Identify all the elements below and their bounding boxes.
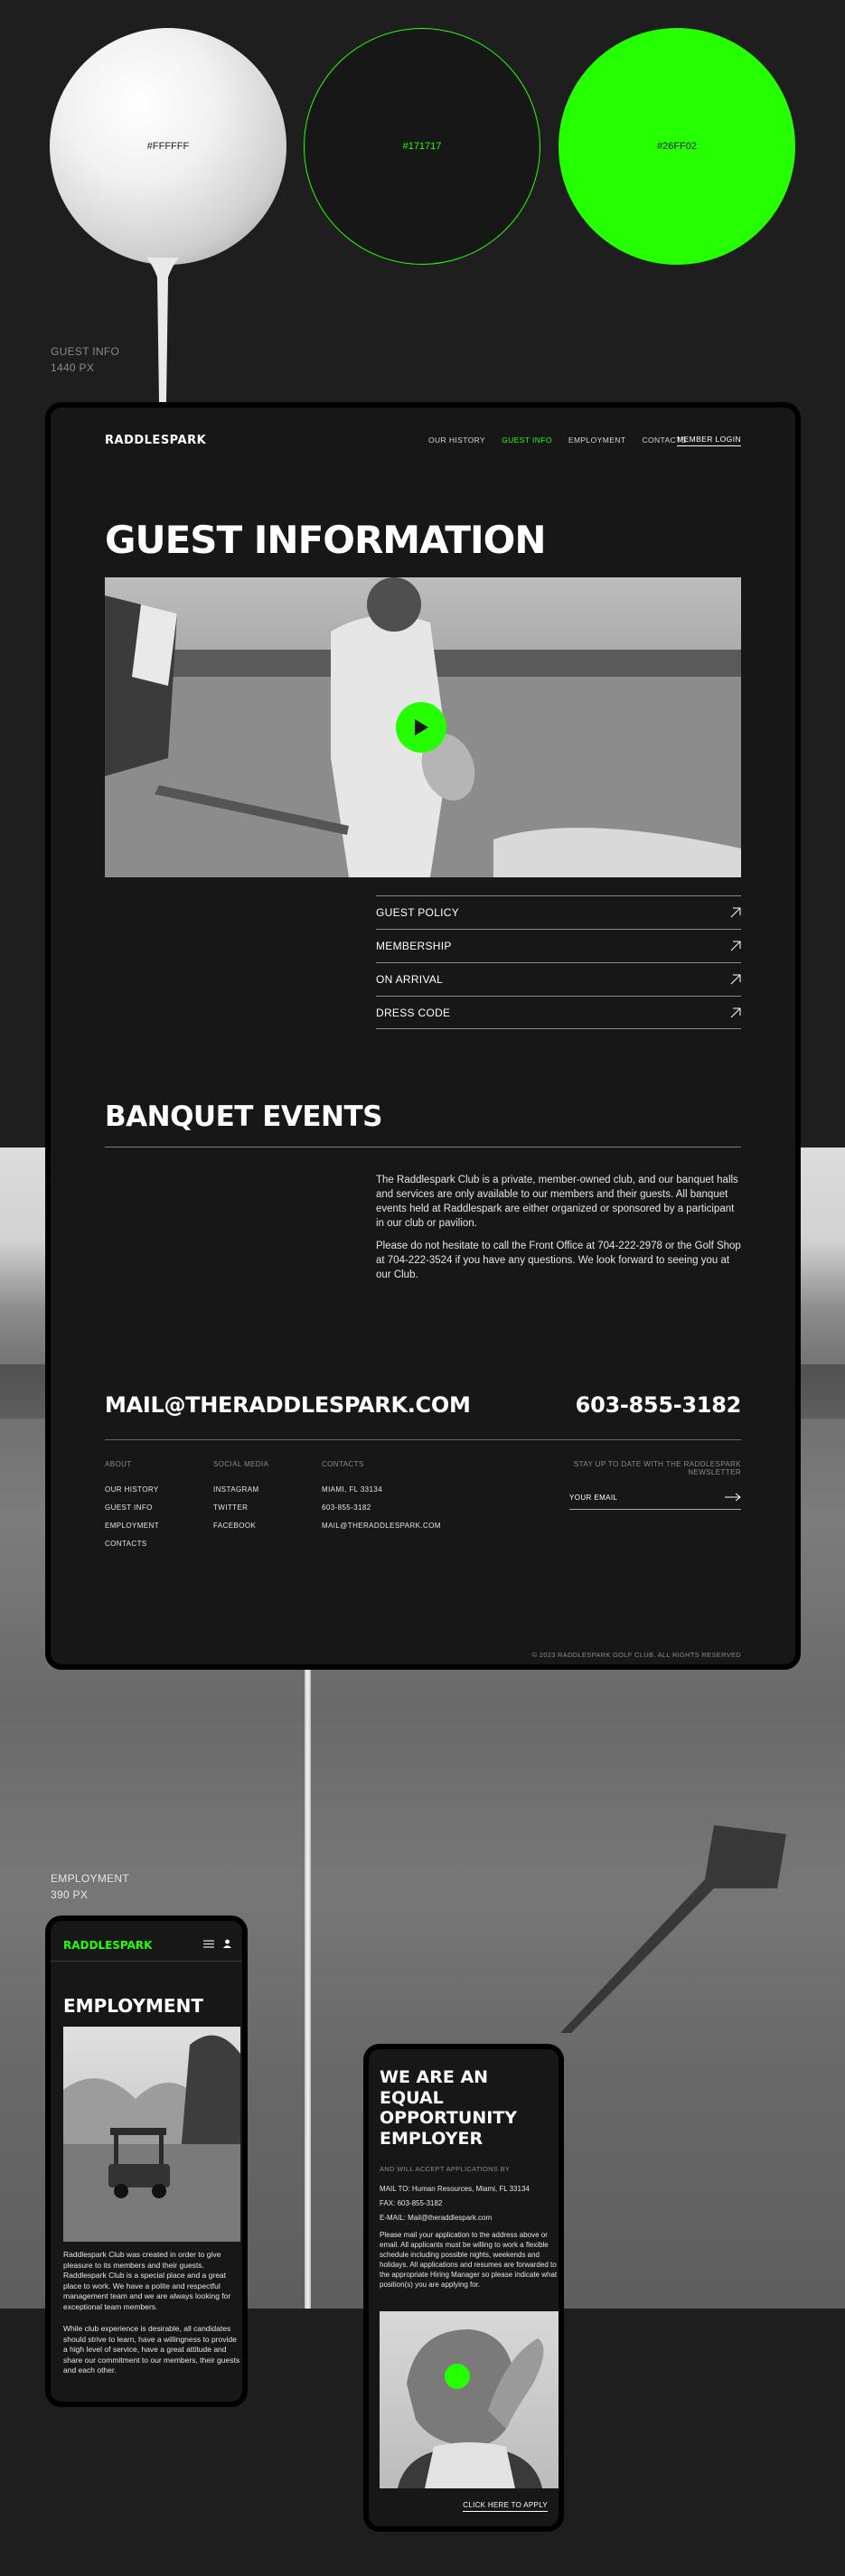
- footer-link-our-history[interactable]: OUR HISTORY: [105, 1485, 159, 1494]
- footer-email[interactable]: MAIL@THERADDLESPARK.COM: [322, 1522, 441, 1530]
- nav-our-history[interactable]: OUR HISTORY: [428, 436, 486, 445]
- mail-to-line: MAIL TO: Human Resources, Miami, FL 33134: [380, 2185, 530, 2193]
- email-line[interactable]: E-MAIL: Mail@theraddlespark.com: [380, 2214, 493, 2222]
- desktop-guest-info-page: [45, 402, 801, 1670]
- swatch-label-green: #26FF02: [656, 141, 698, 152]
- swatch-green: [559, 28, 795, 265]
- mobile-opportunity-page: [363, 2044, 564, 2532]
- employment-label-line2: 390 PX: [51, 1888, 89, 1901]
- footer-link-instagram[interactable]: INSTAGRAM: [213, 1485, 259, 1494]
- logo[interactable]: RADDLESPARK: [105, 433, 207, 447]
- flag-pole: [305, 1653, 311, 2309]
- accordion-dress-code[interactable]: [376, 996, 741, 1029]
- accordion-on-arrival[interactable]: [376, 962, 741, 996]
- email-placeholder: YOUR EMAIL: [569, 1493, 618, 1502]
- newsletter: [535, 1460, 741, 1510]
- footer-social: [213, 1460, 268, 1540]
- swatch-dark: [304, 28, 540, 265]
- guest-label-line1: GUEST INFO: [51, 345, 120, 358]
- play-button[interactable]: [396, 702, 446, 753]
- employment-paragraph-2: While club experience is desirable, all candidates should strive to learn, have a willingness to provide a high level of service, have a great attitude and share our commitment to our members, their guests and each other.: [63, 2324, 240, 2375]
- guest-accordion: [376, 895, 741, 1029]
- person-illustration: [380, 2311, 559, 2488]
- right-arrow-icon[interactable]: [725, 1493, 741, 1502]
- employment-size-label: [51, 1870, 129, 1903]
- golf-cart-photo: [63, 2027, 240, 2242]
- mobile-header-divider: [51, 1961, 242, 1962]
- footer-about: [105, 1460, 159, 1558]
- mobile-header-icons: [203, 1939, 231, 1948]
- banquet-paragraph-1: The Raddlespark Club is a private, member-owned club, and our banquet halls and services are only available to our members and their guests. All banquet events held at Raddlespark are either organized or sponsored by a participant in our club or pavilion.: [376, 1175, 738, 1229]
- golf-cart-illustration: [63, 2027, 240, 2242]
- diagonal-arrow-icon: [730, 974, 741, 985]
- footer-link-employment[interactable]: EMPLOYMENT: [105, 1522, 160, 1530]
- member-login-link[interactable]: MEMBER LOGIN: [677, 435, 741, 446]
- apply-link[interactable]: CLICK HERE TO APPLY: [463, 2501, 548, 2512]
- newsletter-email-input[interactable]: [569, 1493, 741, 1510]
- swatch-label-white: #FFFFFF: [146, 141, 190, 152]
- swatch-label-dark: #171717: [402, 141, 442, 152]
- email-big-link[interactable]: MAIL@THERADDLESPARK.COM: [105, 1392, 471, 1418]
- diagonal-arrow-icon: [730, 907, 741, 918]
- footer-address: MIAMI, FL 33134: [322, 1485, 383, 1494]
- fax-line: FAX: 603-855-3182: [380, 2199, 443, 2207]
- employment-paragraph-1: Raddlespark Club was created in order to give pleasure to its members and their guests. Raddlespark Club is a special place and a great place to work. We have a polite and respectful management team and we are always looking for exceptional team members.: [63, 2250, 231, 2311]
- guest-label-line2: 1440 PX: [51, 361, 95, 374]
- accordion-label: MEMBERSHIP: [376, 940, 452, 952]
- video-player[interactable]: [105, 577, 741, 877]
- footer-contacts-head: CONTACTS: [322, 1460, 364, 1468]
- newsletter-head: STAY UP TO DATE WITH THE RADDLESPARK NEWSLETTER: [573, 1460, 741, 1476]
- accordion-label: DRESS CODE: [376, 1006, 451, 1019]
- application-instructions: Please mail your application to the address above or email. All applicants must be willing to work a flexible schedule including possible nights, weekends and holidays. All applications and resumes are forwarded to the appropriate Hiring Manager so please indicate what position(s) you are applying for.: [380, 2231, 558, 2289]
- banquet-paragraph-2: Please do not hesitate to call the Front Office at 704-222-2978 or the Golf Shop at 704-222-3524 if you have any questions. We look forward to seeing you at our Club.: [376, 1241, 741, 1280]
- footer-social-head: SOCIAL MEDIA: [213, 1460, 269, 1468]
- diagonal-arrow-icon: [730, 941, 741, 951]
- opportunity-title: WE ARE AN EQUAL OPPORTUNITY EMPLOYER: [380, 2067, 518, 2149]
- footer-link-twitter[interactable]: TWITTER: [213, 1503, 249, 1512]
- nav-guest-info[interactable]: GUEST INFO: [502, 436, 552, 445]
- person-with-golf-ball-photo: [380, 2311, 559, 2488]
- play-icon: [413, 718, 429, 736]
- banquet-title: BANQUET EVENTS: [105, 1101, 382, 1133]
- hamburger-icon[interactable]: [203, 1940, 214, 1948]
- accordion-label: GUEST POLICY: [376, 906, 460, 919]
- copyright: © 2023 RADDLESPARK GOLF CLUB. ALL RIGHTS RESERVED: [531, 1651, 741, 1659]
- footer-link-guest-info[interactable]: GUEST INFO: [105, 1503, 153, 1512]
- footer-phone[interactable]: 603-855-3182: [322, 1503, 371, 1512]
- applications-subtitle: AND WILL ACCEPT APPLICATIONS BY: [380, 2165, 511, 2173]
- accordion-label: ON ARRIVAL: [376, 973, 444, 986]
- nav-contacts[interactable]: CONTACTS: [642, 436, 687, 445]
- guest-info-size-label: [51, 343, 119, 376]
- mobile-employment-title: EMPLOYMENT: [63, 1995, 203, 2017]
- swatch-white-golf-ball: [50, 28, 286, 265]
- footer-divider: [105, 1439, 741, 1440]
- user-icon[interactable]: [223, 1939, 231, 1948]
- golf-tee-icon: [145, 258, 181, 402]
- nav-employment[interactable]: EMPLOYMENT: [568, 436, 626, 445]
- top-nav: [105, 431, 741, 449]
- nav-links: [428, 436, 687, 445]
- employment-label-line1: EMPLOYMENT: [51, 1872, 130, 1885]
- diagonal-arrow-icon: [730, 1007, 741, 1018]
- flag-shadow: [560, 1825, 795, 2033]
- footer-contacts: [322, 1460, 441, 1540]
- footer-link-contacts[interactable]: CONTACTS: [105, 1540, 147, 1548]
- accordion-membership[interactable]: [376, 929, 741, 962]
- mobile-logo[interactable]: RADDLESPARK: [63, 1939, 153, 1952]
- phone-big-link[interactable]: 603-855-3182: [575, 1392, 741, 1418]
- footer-link-facebook[interactable]: FACEBOOK: [213, 1522, 257, 1530]
- accordion-guest-policy[interactable]: [376, 895, 741, 929]
- mobile-employment-page: [45, 1916, 248, 2407]
- footer-about-head: ABOUT: [105, 1460, 132, 1468]
- page-title: GUEST INFORMATION: [105, 518, 546, 562]
